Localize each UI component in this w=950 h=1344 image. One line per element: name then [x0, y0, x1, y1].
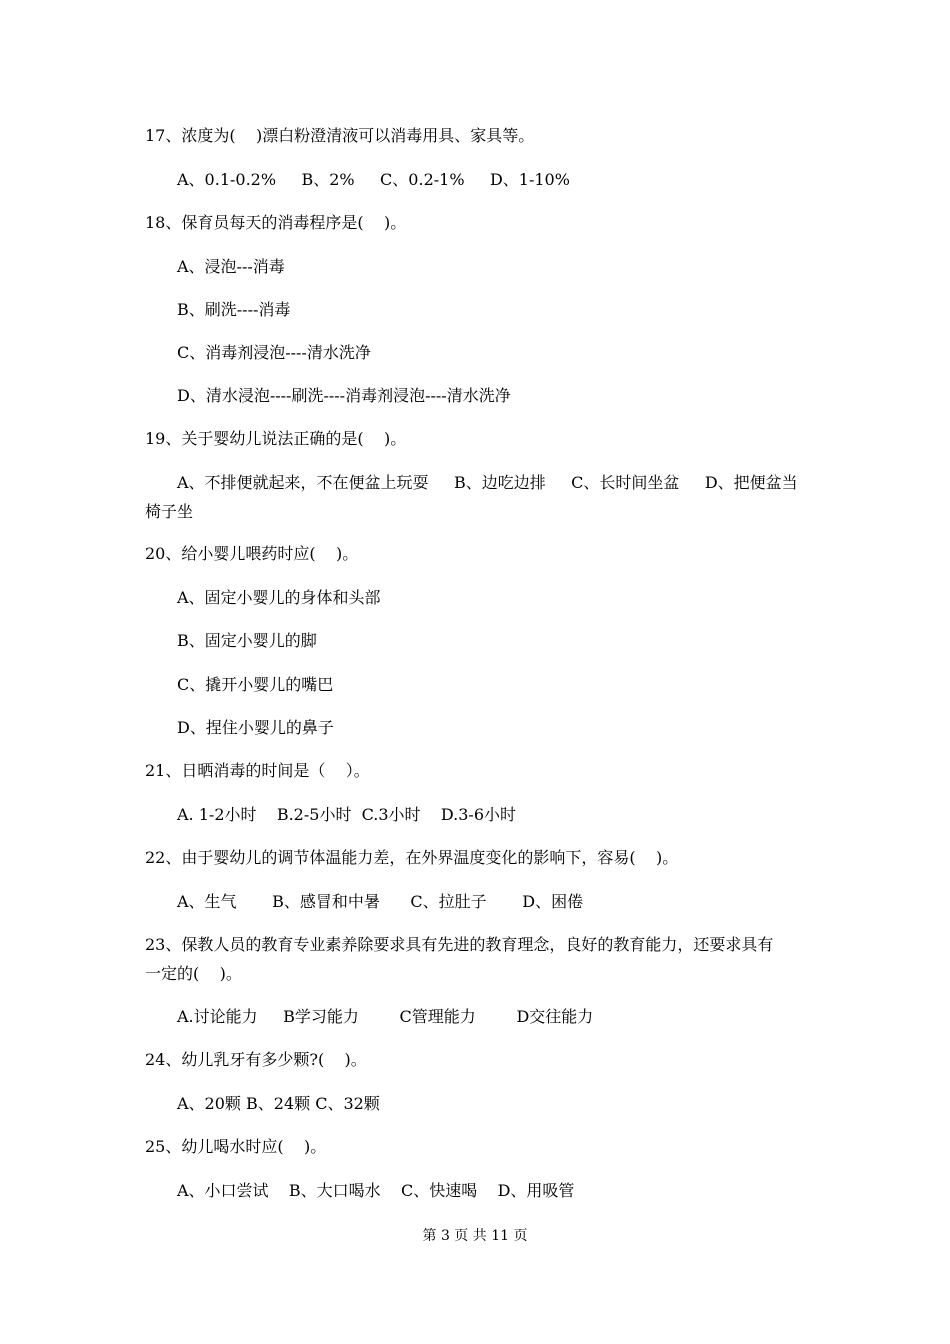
- question-24-options: A、20颗 B、24颗 C、32颗: [177, 1094, 380, 1113]
- question-23-options: A.讨论能力 B学习能力 C管理能力 D交往能力: [177, 1007, 594, 1026]
- question-19-options-continued: 椅子坐: [145, 502, 194, 521]
- question-18-option-c: C、消毒剂浸泡----清水洗净: [177, 343, 371, 362]
- page-number-footer: 第 3 页 共 11 页: [422, 1228, 528, 1244]
- question-25-options: A、小口尝试 B、大口喝水 C、快速喝 D、用吸管: [177, 1181, 575, 1200]
- question-24-stem: 24、幼儿乳牙有多少颗?( )。: [145, 1050, 367, 1069]
- question-20-option-b: B、固定小婴儿的脚: [177, 631, 317, 650]
- question-22-stem: 22、由于婴幼儿的调节体温能力差，在外界温度变化的影响下，容易( )。: [145, 848, 679, 867]
- question-20-option-d: D、捏住小婴儿的鼻子: [177, 718, 334, 737]
- question-23-stem: 23、保教人员的教育专业素养除要求具有先进的教育理念，良好的教育能力，还要求具有: [145, 935, 774, 954]
- question-18-option-a: A、浸泡---消毒: [177, 257, 285, 276]
- question-18-option-d: D、清水浸泡----刷洗----消毒剂浸泡----清水洗净: [177, 386, 511, 405]
- question-21-options: A. 1-2小时 B.2-5小时 C.3小时 D.3-6小时: [177, 805, 517, 824]
- question-20-option-c: C、撬开小婴儿的嘴巴: [177, 675, 334, 694]
- question-23-stem-continued: 一定的( )。: [145, 964, 242, 983]
- question-25-stem: 25、幼儿喝水时应( )。: [145, 1137, 327, 1156]
- question-17-stem: 17、浓度为( )漂白粉澄清液可以消毒用具、家具等。: [145, 126, 535, 145]
- question-19-options: A、不排便就起来，不在便盆上玩耍 B、边吃边排 C、长时间坐盆 D、把便盆当: [177, 473, 798, 492]
- question-18-option-b: B、刷洗----消毒: [177, 300, 291, 319]
- question-20-option-a: A、固定小婴儿的身体和头部: [177, 588, 381, 607]
- question-17-options: A、0.1-0.2% B、2% C、0.2-1% D、1-10%: [177, 170, 570, 189]
- question-22-options: A、生气 B、感冒和中暑 C、拉肚子 D、困倦: [177, 892, 584, 911]
- question-18-stem: 18、保育员每天的消毒程序是( )。: [145, 213, 407, 232]
- question-19-stem: 19、关于婴幼儿说法正确的是( )。: [145, 429, 407, 448]
- question-21-stem: 21、日晒消毒的时间是（ ）。: [145, 761, 370, 780]
- question-20-stem: 20、给小婴儿喂药时应( )。: [145, 544, 359, 563]
